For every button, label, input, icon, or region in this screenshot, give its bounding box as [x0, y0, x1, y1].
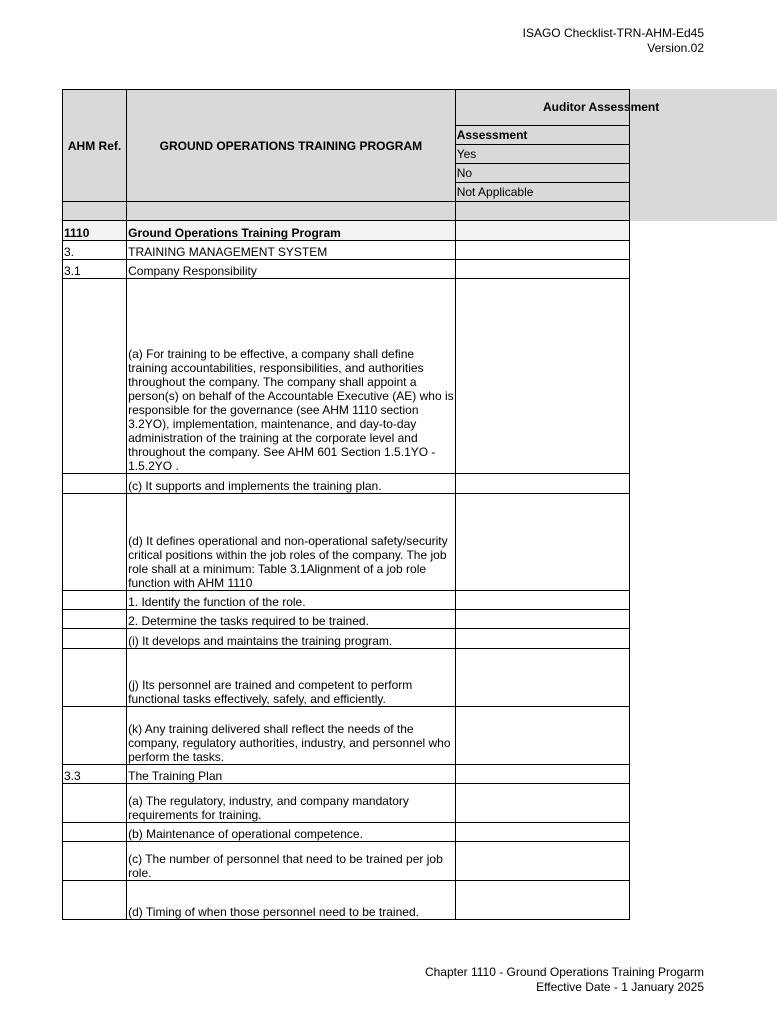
assessment-input-cell[interactable] [455, 241, 629, 260]
spacer-cell [455, 202, 629, 221]
requirement-cell: (b) Maintenance of operational competence. [127, 823, 456, 842]
requirement-cell: TRAINING MANAGEMENT SYSTEM [127, 241, 456, 260]
ahm-ref-cell [63, 823, 127, 842]
table-row [63, 241, 630, 260]
requirement-cell: Ground Operations Training Program [127, 221, 456, 241]
assessment-input-cell[interactable] [455, 494, 629, 591]
table-row [63, 221, 630, 241]
assessment-input-cell[interactable] [455, 260, 629, 279]
page-footer [425, 965, 704, 995]
requirement-cell: (j) Its personnel are trained and competent to perform functional tasks effectively, safely, and efficiently. [127, 649, 456, 707]
assessment-label: Assessment [456, 125, 629, 144]
ahm-ref-cell [63, 649, 127, 707]
assessment-input-cell[interactable] [455, 765, 629, 784]
ahm-ref-cell [63, 881, 127, 920]
ahm-ref-cell [63, 279, 127, 474]
assessment-input-cell[interactable] [455, 707, 629, 765]
ahm-ref-cell [63, 707, 127, 765]
assessment-input-cell[interactable] [455, 591, 629, 610]
document-version: Version.02 [647, 41, 704, 55]
ahm-ref-cell [63, 591, 127, 610]
ahm-ref-cell [63, 474, 127, 494]
ahm-ref-cell [63, 784, 127, 823]
requirement-cell: (a) The regulatory, industry, and company mandatory requirements for training. [127, 784, 456, 823]
table-row [63, 591, 630, 610]
table-row [63, 629, 630, 649]
document-id: ISAGO Checklist-TRN-AHM-Ed45 [522, 26, 704, 40]
table-row [63, 260, 630, 279]
spacer-cell [127, 202, 456, 221]
ahm-ref-cell [63, 842, 127, 881]
table-row [63, 823, 630, 842]
effective-date: Effective Date - 1 January 2025 [536, 980, 704, 994]
ahm-ref-cell: 3.1 [63, 260, 127, 279]
assessment-input-cell[interactable] [455, 823, 629, 842]
ahm-ref-cell: 1110 [63, 221, 127, 241]
auditor-assessment-title: Auditor Assessment [456, 89, 630, 125]
assessment-input-cell[interactable] [455, 610, 629, 629]
requirement-cell: Company Responsibility [127, 260, 456, 279]
requirement-cell: (c) The number of personnel that need to be trained per job role. [127, 842, 456, 881]
assessment-option-no[interactable]: No [456, 163, 629, 182]
assessment-input-cell[interactable] [455, 784, 629, 823]
requirement-cell: (c) It supports and implements the training plan. [127, 474, 456, 494]
table-row [63, 494, 630, 591]
requirement-cell: (k) Any training delivered shall reflect the needs of the company, regulatory authorities, industry, and personnel who perform the tasks. [127, 707, 456, 765]
table-row [63, 842, 630, 881]
checklist-table [62, 89, 630, 920]
table-row [63, 765, 630, 784]
assessment-input-cell[interactable] [455, 279, 629, 474]
table-row [63, 707, 630, 765]
table-row [63, 881, 630, 920]
assessment-option-na[interactable]: Not Applicable [456, 182, 629, 201]
assessment-input-cell[interactable] [455, 881, 629, 920]
requirement-cell: The Training Plan [127, 765, 456, 784]
ahm-ref-cell [63, 610, 127, 629]
assessment-option-yes[interactable]: Yes [456, 144, 629, 163]
requirement-cell: (a) For training to be effective, a company shall define training accountabilities, responsibilities, and authorities throughout the company. The company shall appoint a person(s) on behalf of the Accountable Executive (AE) who is responsible for the governance (see AHM 1110 section 3.2YO), implementation, maintenance, and day-to-day administration of the training at the corporate level and throughout the company. See AHM 601 Section 1.5.1YO - 1.5.2YO . [127, 279, 456, 474]
table-row [63, 784, 630, 823]
spacer-cell [63, 202, 127, 221]
chapter-title: Chapter 1110 - Ground Operations Training Progarm [424, 965, 704, 979]
table-row [63, 610, 630, 629]
requirement-cell: (d) It defines operational and non-operational safety/security critical positions within the job roles of the company. The job role shall at a minimum: Table 3.1Alignment of a job role function with AHM 1110 [127, 494, 456, 591]
requirement-cell: (i) It develops and maintains the training program. [127, 629, 456, 649]
assessment-input-cell[interactable] [455, 629, 629, 649]
program-header: GROUND OPERATIONS TRAINING PROGRAM [127, 90, 456, 202]
table-row [63, 474, 630, 494]
requirement-cell: 1. Identify the function of the role. [127, 591, 456, 610]
assessment-input-cell[interactable] [455, 842, 629, 881]
ahm-ref-header: AHM Ref. [63, 90, 127, 202]
ahm-ref-cell [63, 494, 127, 591]
ahm-ref-cell: 3. [63, 241, 127, 260]
assessment-input-cell[interactable] [455, 649, 629, 707]
assessment-input-cell[interactable] [455, 474, 629, 494]
assessment-input-cell[interactable] [455, 221, 629, 241]
ahm-ref-cell [63, 629, 127, 649]
table-row [63, 649, 630, 707]
page-header [523, 26, 704, 56]
ahm-ref-cell: 3.3 [63, 765, 127, 784]
requirement-cell: 2. Determine the tasks required to be trained. [127, 610, 456, 629]
spacer-row [63, 202, 630, 221]
requirement-cell: (d) Timing of when those personnel need to be trained. [127, 881, 456, 920]
table-row [63, 279, 630, 474]
